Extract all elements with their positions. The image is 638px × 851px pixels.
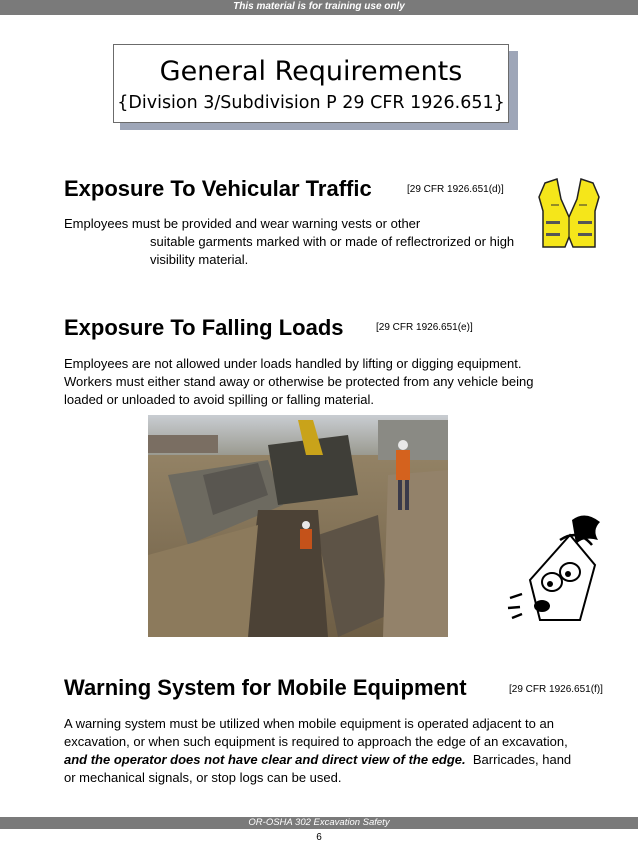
paragraph-falling-loads	[64, 355, 533, 409]
text-line: visibility material.	[150, 252, 249, 267]
text-line: Employees must be provided and wear warning vests or other	[64, 216, 421, 231]
paragraph-vehicular-traffic	[64, 215, 514, 269]
cfr-reference-falling-loads: [29 CFR 1926.651(e)]	[376, 322, 473, 333]
page-number: 6	[316, 832, 322, 843]
top-banner	[0, 0, 638, 15]
text-line: Employees are not allowed under loads handled by lifting or digging equipment.	[64, 356, 522, 371]
excavation-photo	[148, 415, 448, 637]
page-title: General Requirements	[159, 56, 463, 87]
emphasized-text: and the operator does not have clear and direct view of the edge.	[64, 752, 466, 767]
section-heading-warning-system: Warning System for Mobile Equipment	[64, 675, 467, 700]
cfr-reference-vehicular: [29 CFR 1926.651(d)]	[407, 184, 504, 195]
cfr-reference-warning-system: [29 CFR 1926.651(f)]	[509, 684, 603, 695]
text-line-emphasis	[64, 751, 571, 769]
course-title: OR-OSHA 302 Excavation Safety	[248, 817, 390, 828]
paragraph-warning-system	[64, 715, 571, 787]
text-line: or mechanical signals, or stop logs can be used.	[64, 770, 342, 785]
text-line: excavation, or when such equipment is required to approach the edge of an excavation,	[64, 734, 568, 749]
cartoon-worker-illustration	[500, 510, 620, 630]
footer-banner	[0, 817, 638, 829]
text-line: suitable garments marked with or made of reflectrorized or high	[150, 234, 515, 249]
safety-vest-illustration	[537, 177, 601, 249]
text-continuation: Barricades, hand	[465, 752, 572, 767]
training-notice: This material is for training use only	[233, 1, 405, 12]
text-line: Workers must either stand away or otherwise be protected from any vehicle being	[64, 374, 534, 389]
section-heading-vehicular-traffic: Exposure To Vehicular Traffic	[64, 176, 372, 201]
title-box	[113, 44, 509, 123]
section-heading-falling-loads: Exposure To Falling Loads	[64, 315, 344, 340]
page-subtitle: {Division 3/Subdivision P 29 CFR 1926.651}	[117, 93, 505, 113]
text-line: A warning system must be utilized when mobile equipment is operated adjacent to an	[64, 716, 554, 731]
text-line: loaded or unloaded to avoid spilling or falling material.	[64, 392, 375, 407]
